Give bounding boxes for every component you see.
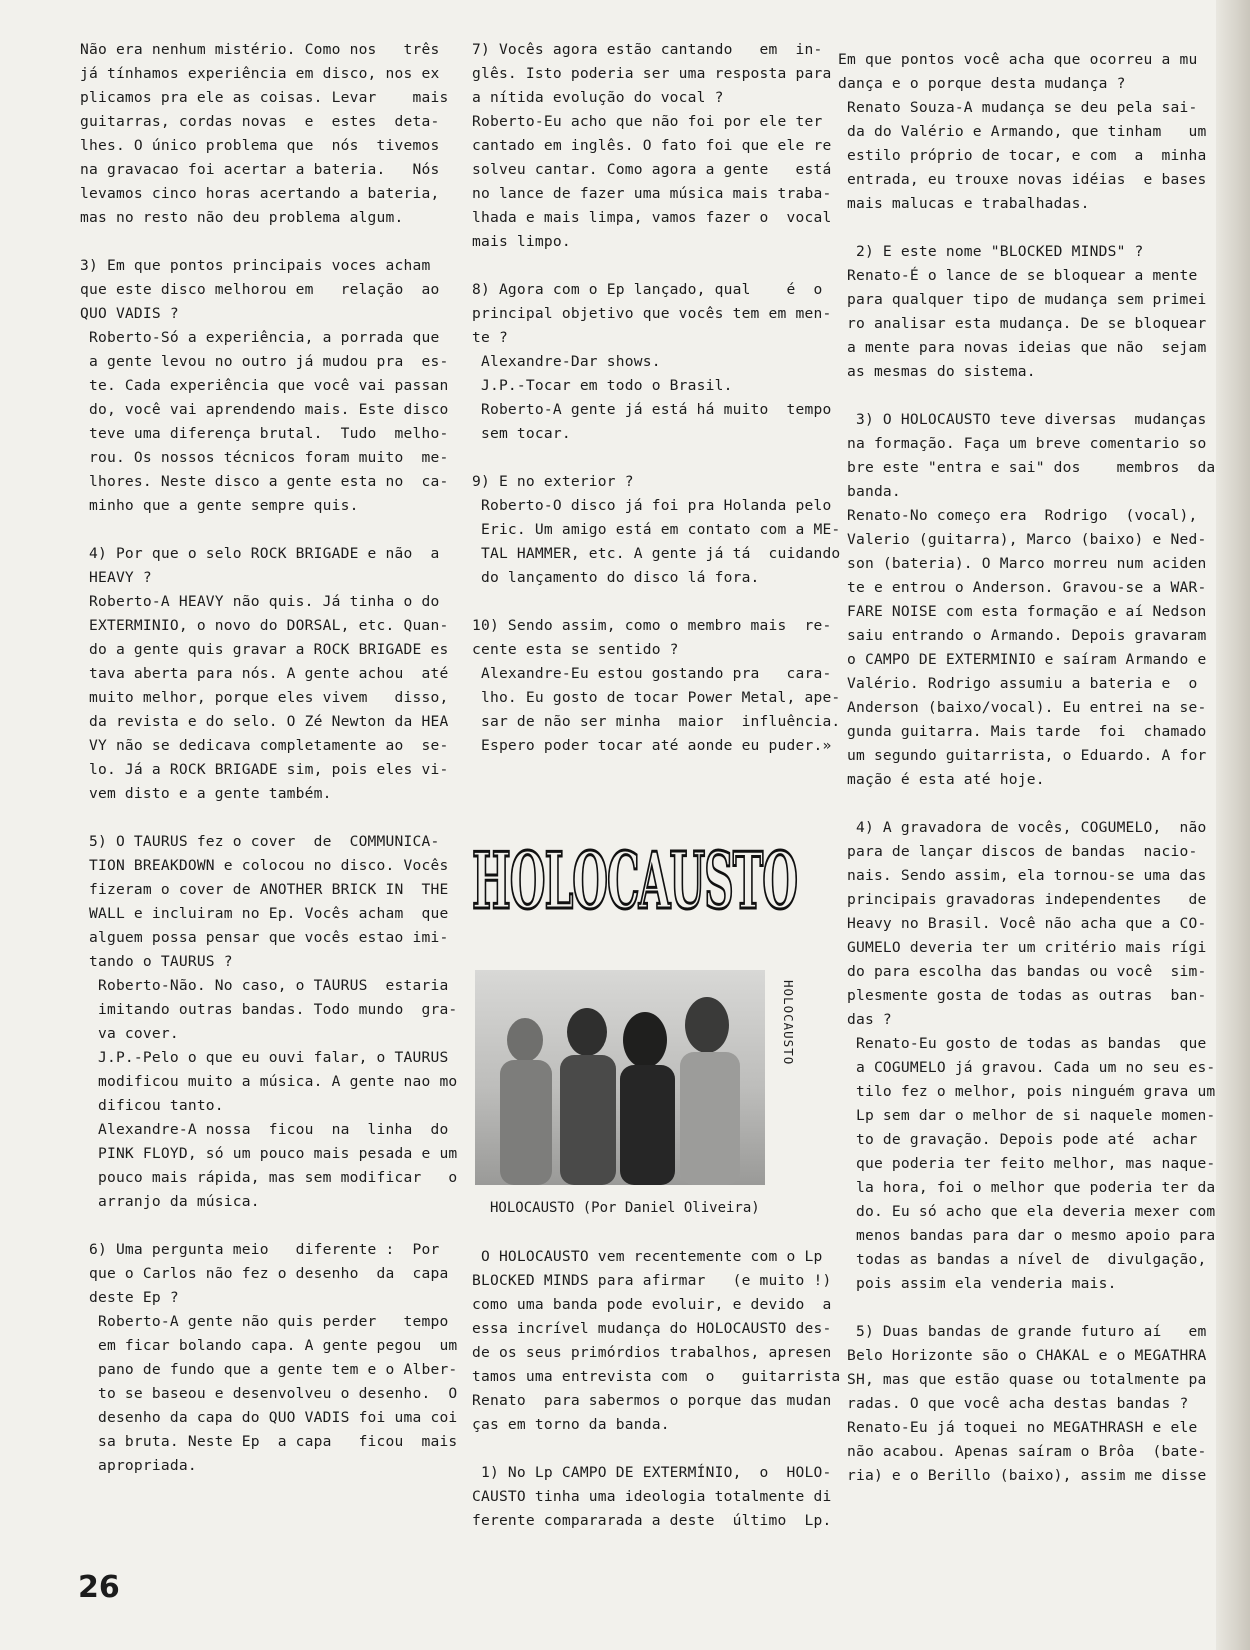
text-line: mação é esta até hoje. — [838, 771, 1045, 788]
text-line: pano de fundo que a gente tem e o Alber- — [80, 1361, 458, 1378]
text-line: tava aberta para nós. A gente achou até — [80, 665, 449, 682]
text-line: plicamos pra ele as coisas. Levar mais — [80, 89, 449, 106]
text-line: Roberto-A gente já está há muito tempo — [463, 401, 832, 418]
text-line: apropriada. — [80, 1457, 197, 1474]
text-line: Roberto-Eu acho que não foi por ele ter — [463, 113, 823, 130]
text-line: Renato para sabermos o porque das mudan — [463, 1392, 832, 1409]
text-line: o CAMPO DE EXTERMINIO e saíram Armando e — [838, 651, 1207, 668]
text-line: das ? — [838, 1011, 892, 1028]
text-line: Renato Souza-A mudança se deu pela sai- — [838, 99, 1198, 116]
text-line: um segundo guitarrista, o Eduardo. A for — [838, 747, 1207, 764]
text-line: solveu cantar. Como agora a gente está — [463, 161, 832, 178]
text-line: a gente levou no outro já mudou pra es- — [80, 353, 449, 370]
text-line: ferente compararada a deste último Lp. — [463, 1512, 832, 1529]
text-line: pois assim ela venderia mais. — [838, 1275, 1117, 1292]
text-line: Não era nenhum mistério. Como nos três — [80, 41, 440, 58]
text-line: TION BREAKDOWN e colocou no disco. Vocês — [80, 857, 449, 874]
text-line: PINK FLOYD, só um pouco mais pesada e um — [80, 1145, 458, 1162]
text-line: 7) Vocês agora estão cantando em in- — [463, 41, 823, 58]
text-line: 4) Por que o selo ROCK BRIGADE e não a — [80, 545, 440, 562]
paragraph — [80, 830, 458, 1214]
text-line: modificou muito a música. A gente nao mo — [80, 1073, 458, 1090]
text-line: que o Carlos não fez o desenho da capa — [80, 1265, 449, 1282]
paragraph — [838, 408, 1216, 792]
text-line: do, você vai aprendendo mais. Este disco — [80, 401, 449, 418]
text-line: nais. Sendo assim, ela tornou-se uma das — [838, 867, 1207, 884]
text-line: 5) O TAURUS fez o cover de COMMUNICA- — [80, 833, 440, 850]
text-line: Roberto-A HEAVY não quis. Já tinha o do — [80, 593, 440, 610]
text-line: GUMELO deveria ter um critério mais rígi — [838, 939, 1207, 956]
text-line: na formação. Faça um breve comentario so — [838, 435, 1207, 452]
text-line: Belo Horizonte são o CHAKAL e o MEGATHRA — [838, 1347, 1207, 1364]
text-line: a COGUMELO já gravou. Cada um no seu es- — [838, 1059, 1216, 1076]
text-line: BLOCKED MINDS para afirmar (e muito !) — [463, 1272, 832, 1289]
photo-side-label: HOLOCAUSTO — [781, 980, 796, 1066]
text-line: tamos uma entrevista com o guitarrista — [463, 1368, 841, 1385]
text-line: a nítida evolução do vocal ? — [463, 89, 724, 106]
paragraph — [838, 1320, 1207, 1488]
text-line: cente esta se sentido ? — [463, 641, 679, 658]
text-line: para de lançar discos de bandas nacio- — [838, 843, 1198, 860]
text-line: to de gravação. Depois pode até achar — [838, 1131, 1198, 1148]
text-line: de os seus primórdios trabalhos, apresen — [463, 1344, 832, 1361]
text-line: te ? — [463, 329, 508, 346]
text-line: do lançamento do disco lá fora. — [463, 569, 760, 586]
text-line: lho. Eu gosto de tocar Power Metal, ape- — [463, 689, 841, 706]
text-line: 4) A gravadora de vocês, COGUMELO, não — [838, 819, 1207, 836]
text-line: muito melhor, porque eles vivem disso, — [80, 689, 449, 706]
text-line: 1) No Lp CAMPO DE EXTERMÍNIO, o HOLO- — [463, 1464, 832, 1481]
text-line: Heavy no Brasil. Você não acha que a CO- — [838, 915, 1207, 932]
paragraph — [80, 542, 449, 806]
text-line: 3) O HOLOCAUSTO teve diversas mudanças — [838, 411, 1207, 428]
paragraph — [463, 1461, 832, 1533]
photo-caption: HOLOCAUSTO (Por Daniel Oliveira) — [490, 1200, 760, 1216]
column-left — [80, 38, 458, 1502]
text-line: arranjo da música. — [80, 1193, 260, 1210]
text-line: principal objetivo que vocês tem em men- — [463, 305, 832, 322]
text-line: lhada e mais limpa, vamos fazer o vocal — [463, 209, 832, 226]
text-line: EXTERMINIO, o novo do DORSAL, etc. Quan- — [80, 617, 449, 634]
text-line: principais gravadoras independentes de — [838, 891, 1207, 908]
column-middle — [463, 38, 841, 782]
text-line: sar de não ser minha maior influência. — [463, 713, 841, 730]
text-line: Eric. Um amigo está em contato com a ME- — [463, 521, 841, 538]
text-line: SH, mas que estão quase ou totalmente pa — [838, 1371, 1207, 1388]
text-line: CAUSTO tinha uma ideologia totalmente di — [463, 1488, 832, 1505]
paragraph — [463, 278, 832, 446]
text-line: sa bruta. Neste Ep a capa ficou mais — [80, 1433, 458, 1450]
text-line: cantado em inglês. O fato foi que ele re — [463, 137, 832, 154]
text-line: radas. O que você acha destas bandas ? — [838, 1395, 1189, 1412]
text-line: imitando outras bandas. Todo mundo gra- — [80, 1001, 458, 1018]
text-line: 5) Duas bandas de grande futuro aí em — [838, 1323, 1207, 1340]
text-line: pouco mais rápida, mas sem modificar o — [80, 1169, 458, 1186]
text-line: menos bandas para dar o mesmo apoio para — [838, 1227, 1216, 1244]
paragraph — [838, 816, 1216, 1296]
band-logo — [472, 820, 802, 940]
paragraph — [80, 1238, 458, 1478]
text-line: já tínhamos experiência em disco, nos ex — [80, 65, 440, 82]
text-line: te. Cada experiência que você vai passan — [80, 377, 449, 394]
column-middle-lower — [463, 1245, 841, 1557]
paragraph — [80, 38, 449, 230]
text-line: gunda guitarra. Mais tarde foi chamado — [838, 723, 1207, 740]
text-line: tilo fez o melhor, pois ninguém grava um — [838, 1083, 1216, 1100]
text-line: son (bateria). O Marco morreu num aciden — [838, 555, 1207, 572]
paragraph — [463, 38, 832, 254]
text-line: entrada, eu trouxe novas idéias e bases — [838, 171, 1207, 188]
text-line: 8) Agora com o Ep lançado, qual é o — [463, 281, 823, 298]
text-line: ças em torno da banda. — [463, 1416, 670, 1433]
text-line: VY não se dedicava completamente ao se- — [80, 737, 449, 754]
text-line: te e entrou o Anderson. Gravou-se a WAR- — [838, 579, 1207, 596]
text-line: WALL e incluiram no Ep. Vocês acham que — [80, 905, 449, 922]
text-line: 2) E este nome "BLOCKED MINDS" ? — [838, 243, 1144, 260]
text-line: J.P.-Tocar em todo o Brasil. — [463, 377, 733, 394]
text-line: Renato-Eu já toquei no MEGATHRASH e ele — [838, 1419, 1198, 1436]
text-line: la hora, foi o melhor que poderia ter da — [838, 1179, 1216, 1196]
text-line: 3) Em que pontos principais voces acham — [80, 257, 431, 274]
text-line: glês. Isto poderia ser uma resposta para — [463, 65, 832, 82]
text-line: Espero poder tocar até aonde eu puder.» — [463, 737, 832, 754]
text-line: dificou tanto. — [80, 1097, 224, 1114]
band-photo — [475, 970, 765, 1185]
text-line: mas no resto não deu problema algum. — [80, 209, 404, 226]
text-line: teve uma diferença brutal. Tudo melho- — [80, 425, 449, 442]
text-line: dança e o porque desta mudança ? — [838, 75, 1126, 92]
text-line: Alexandre-A nossa ficou na linha do — [80, 1121, 449, 1138]
text-line: Roberto-A gente não quis perder tempo — [80, 1313, 449, 1330]
text-line: to se baseou e desenvolveu o desenho. O — [80, 1385, 458, 1402]
text-line: que este disco melhorou em relação ao — [80, 281, 440, 298]
text-line: em ficar bolando capa. A gente pegou um — [80, 1337, 458, 1354]
text-line: fizeram o cover de ANOTHER BRICK IN THE — [80, 881, 449, 898]
paragraph — [463, 1245, 841, 1437]
text-line: ria) e o Berillo (baixo), assim me disse — [838, 1467, 1207, 1484]
text-line: Alexandre-Eu estou gostando pra cara- — [463, 665, 832, 682]
text-line: Valerio (guitarra), Marco (baixo) e Ned- — [838, 531, 1207, 548]
text-line: estilo próprio de tocar, e com a minha — [838, 147, 1207, 164]
text-line: 6) Uma pergunta meio diferente : Por — [80, 1241, 440, 1258]
paragraph — [838, 240, 1207, 384]
text-line: Renato-No começo era Rodrigo (vocal), — [838, 507, 1198, 524]
text-line: no lance de fazer uma música mais traba- — [463, 185, 832, 202]
text-line: Roberto-Só a experiência, a porrada que — [80, 329, 440, 346]
text-line: Anderson (baixo/vocal). Eu entrei na se- — [838, 699, 1207, 716]
text-line: as mesmas do sistema. — [838, 363, 1036, 380]
text-line: que poderia ter feito melhor, mas naque- — [838, 1155, 1216, 1172]
text-line: não acabou. Apenas saíram o Brôa (bate- — [838, 1443, 1207, 1460]
text-line: Roberto-O disco já foi pra Holanda pelo — [463, 497, 832, 514]
text-line: saiu entrando o Armando. Depois gravaram — [838, 627, 1207, 644]
text-line: todas as bandas a nível de divulgação, — [838, 1251, 1207, 1268]
text-line: a mente para novas ideias que não sejam — [838, 339, 1207, 356]
band-logo-text: HOLOCAUSTO — [472, 836, 797, 927]
column-right — [838, 48, 1216, 1512]
text-line: alguem possa pensar que vocês estao imi- — [80, 929, 449, 946]
text-line: Renato-É o lance de se bloquear a mente — [838, 267, 1198, 284]
text-line: deste Ep ? — [80, 1289, 179, 1306]
text-line: Alexandre-Dar shows. — [463, 353, 661, 370]
text-line: minho que a gente sempre quis. — [80, 497, 359, 514]
text-line: plesmente gosta de todas as outras ban- — [838, 987, 1207, 1004]
text-line: para qualquer tipo de mudança sem primei — [838, 291, 1207, 308]
text-line: QUO VADIS ? — [80, 305, 179, 322]
text-line: guitarras, cordas novas e estes deta- — [80, 113, 440, 130]
text-line: ro analisar esta mudança. De se bloquear — [838, 315, 1207, 332]
text-line: FARE NOISE com esta formação e aí Nedson — [838, 603, 1207, 620]
text-line: Lp sem dar o melhor de si naquele momen- — [838, 1107, 1216, 1124]
text-line: HEAVY ? — [80, 569, 152, 586]
text-line: J.P.-Pelo o que eu ouvi falar, o TAURUS — [80, 1049, 449, 1066]
text-line: rou. Os nossos técnicos foram muito me- — [80, 449, 449, 466]
text-line: mais limpo. — [463, 233, 571, 250]
text-line: 9) E no exterior ? — [463, 473, 634, 490]
text-line: do para escolha das bandas ou você sim- — [838, 963, 1207, 980]
text-line: mais malucas e trabalhadas. — [838, 195, 1090, 212]
band-photo-figures — [475, 970, 765, 1185]
text-line: como uma banda pode evoluir, e devido a — [463, 1296, 832, 1313]
text-line: Roberto-Não. No caso, o TAURUS estaria — [80, 977, 449, 994]
text-line: O HOLOCAUSTO vem recentemente com o Lp — [463, 1248, 823, 1265]
text-line: vem disto e a gente também. — [80, 785, 332, 802]
text-line: tando o TAURUS ? — [80, 953, 233, 970]
text-line: do. Eu só acho que ela deveria mexer com — [838, 1203, 1216, 1220]
page-edge — [1216, 0, 1250, 1650]
paragraph — [838, 48, 1207, 216]
text-line: sem tocar. — [463, 425, 571, 442]
paragraph — [463, 470, 841, 590]
text-line: levamos cinco horas acertando a bateria, — [80, 185, 440, 202]
text-line: lhes. O único problema que nós tivemos — [80, 137, 440, 154]
text-line: da do Valério e Armando, que tinham um — [838, 123, 1207, 140]
text-line: do a gente quis gravar a ROCK BRIGADE es — [80, 641, 449, 658]
text-line: essa incrível mudança do HOLOCAUSTO des- — [463, 1320, 832, 1337]
text-line: na gravacao foi acertar a bateria. Nós — [80, 161, 440, 178]
text-line: TAL HAMMER, etc. A gente já tá cuidando — [463, 545, 841, 562]
text-line: Em que pontos você acha que ocorreu a mu — [838, 51, 1198, 68]
text-line: 10) Sendo assim, como o membro mais re- — [463, 617, 832, 634]
text-line: da revista e do selo. O Zé Newton da HEA — [80, 713, 449, 730]
paragraph — [80, 254, 449, 518]
text-line: lo. Já a ROCK BRIGADE sim, pois eles vi- — [80, 761, 449, 778]
text-line: banda. — [838, 483, 901, 500]
text-line: lhores. Neste disco a gente esta no ca- — [80, 473, 449, 490]
text-line: Renato-Eu gosto de todas as bandas que — [838, 1035, 1207, 1052]
text-line: va cover. — [80, 1025, 179, 1042]
text-line: desenho da capa do QUO VADIS foi uma coi — [80, 1409, 458, 1426]
text-line: bre este "entra e sai" dos membros da — [838, 459, 1216, 476]
text-line: Valério. Rodrigo assumiu a bateria e o — [838, 675, 1198, 692]
page-number: 26 — [78, 1570, 120, 1605]
paragraph — [463, 614, 841, 758]
